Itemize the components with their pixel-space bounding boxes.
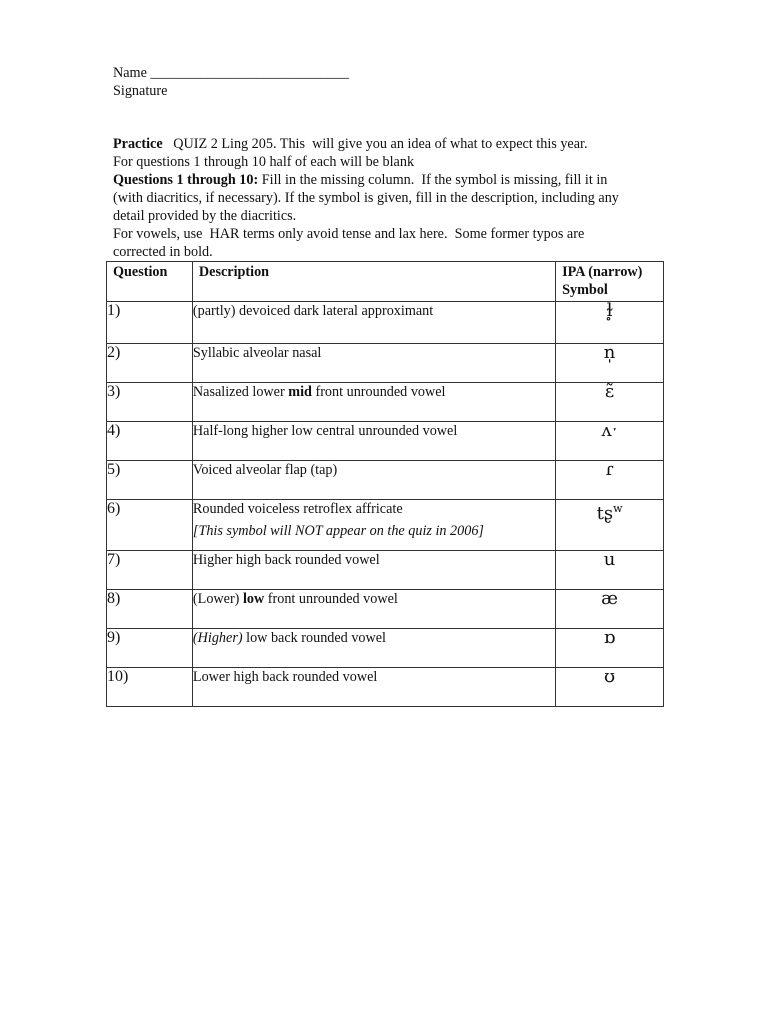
header-symbol-line-2: Symbol: [562, 282, 608, 298]
table-row: [107, 590, 664, 629]
description-note: [This symbol will NOT appear on the quiz in 2006]: [192, 523, 484, 539]
description-cell: [192, 551, 555, 590]
intro-line-3: [113, 171, 673, 189]
table-row: [107, 629, 664, 668]
description-cell: [192, 590, 555, 629]
signature-line: Signature: [113, 83, 168, 99]
description-cell: [192, 461, 555, 500]
questions-label: Questions 1 through 10:: [113, 172, 259, 188]
description-bold: mid: [288, 384, 312, 400]
ipa-symbol-base: tʂ: [596, 503, 614, 524]
description-text: Higher high back rounded vowel: [192, 552, 380, 568]
ipa-symbol: ɒ: [556, 629, 664, 668]
intro-line-2: For questions 1 through 10 half of each will be blank: [113, 154, 415, 170]
intro-line-4: (with diacritics, if necessary). If the symbol is given, fill in the description, including any: [113, 190, 619, 206]
table-row: [107, 383, 664, 422]
description-text: low back rounded vowel: [242, 630, 386, 646]
question-number: 1): [107, 302, 193, 344]
ipa-symbol: n̩: [556, 344, 664, 383]
description-cell: [192, 500, 555, 551]
description-italic: (Higher): [192, 630, 243, 646]
question-number: 7): [107, 551, 193, 590]
description-text-end: front unrounded vowel: [264, 591, 398, 607]
intro-line-7: corrected in bold.: [113, 244, 213, 260]
table-row: [107, 461, 664, 500]
header-symbol-line-1: IPA (narrow): [562, 264, 643, 280]
name-line: Name ____________________________: [113, 65, 350, 81]
ipa-symbol: ʌˑ: [556, 422, 664, 461]
header-description: Description: [192, 262, 555, 302]
description-bold: low: [242, 591, 265, 607]
description-cell: [192, 668, 555, 707]
table-row: [107, 344, 664, 383]
table-row: [107, 551, 664, 590]
description-cell: [192, 383, 555, 422]
question-number: 6): [107, 500, 193, 551]
description-text: Voiced alveolar flap (tap): [192, 462, 338, 478]
question-number: 4): [107, 422, 193, 461]
description-cell: [192, 302, 555, 344]
spacer: [113, 100, 673, 135]
table-header-row: [107, 262, 664, 302]
description-text-end: front unrounded vowel: [311, 384, 446, 400]
ipa-symbol: [556, 500, 664, 551]
practice-label: Practice: [113, 136, 163, 152]
table-row: [107, 500, 664, 551]
intro-line-6: For vowels, use HAR terms only avoid tense and lax here. Some former typos are: [113, 226, 585, 242]
question-number: 9): [107, 629, 193, 668]
ipa-symbol: ʊ: [556, 668, 664, 707]
question-number: 8): [107, 590, 193, 629]
ipa-symbol-superscript: w: [613, 502, 623, 515]
description-text: Lower high back rounded vowel: [192, 669, 378, 685]
description-cell: [192, 422, 555, 461]
intro-line-1-text: QUIZ 2 Ling 205. This will give you an idea of what to expect this year.: [162, 136, 588, 152]
ipa-symbol: ɛ̃: [556, 383, 664, 422]
description-text: (Lower): [192, 591, 243, 607]
description-text: Half-long higher low central unrounded vowel: [192, 423, 458, 439]
question-number: 10): [107, 668, 193, 707]
description-text: Nasalized lower: [192, 384, 289, 400]
question-number: 5): [107, 461, 193, 500]
ipa-symbol: ɾ: [556, 461, 664, 500]
ipa-symbol: u: [556, 551, 664, 590]
document-body: [113, 64, 673, 261]
description-text: (partly) devoiced dark lateral approximant: [192, 303, 434, 319]
question-number: 3): [107, 383, 193, 422]
description-cell: [192, 629, 555, 668]
ipa-symbol: æ: [556, 590, 664, 629]
table-row: [107, 422, 664, 461]
intro-line-1: [113, 135, 673, 153]
question-number: 2): [107, 344, 193, 383]
description-text: Rounded voiceless retroflex affricate: [192, 501, 403, 517]
intro-line-5: detail provided by the diacritics.: [113, 208, 297, 224]
table-row: [107, 668, 664, 707]
table-row: [107, 302, 664, 344]
description-cell: [192, 344, 555, 383]
header-symbol: [556, 262, 664, 302]
description-text: Syllabic alveolar nasal: [192, 345, 322, 361]
header-question: Question: [107, 262, 193, 302]
quiz-table: [106, 261, 664, 707]
ipa-symbol: ɫ̥: [556, 302, 664, 344]
intro-line-3-text: Fill in the missing column. If the symbol is missing, fill it in: [258, 172, 608, 188]
